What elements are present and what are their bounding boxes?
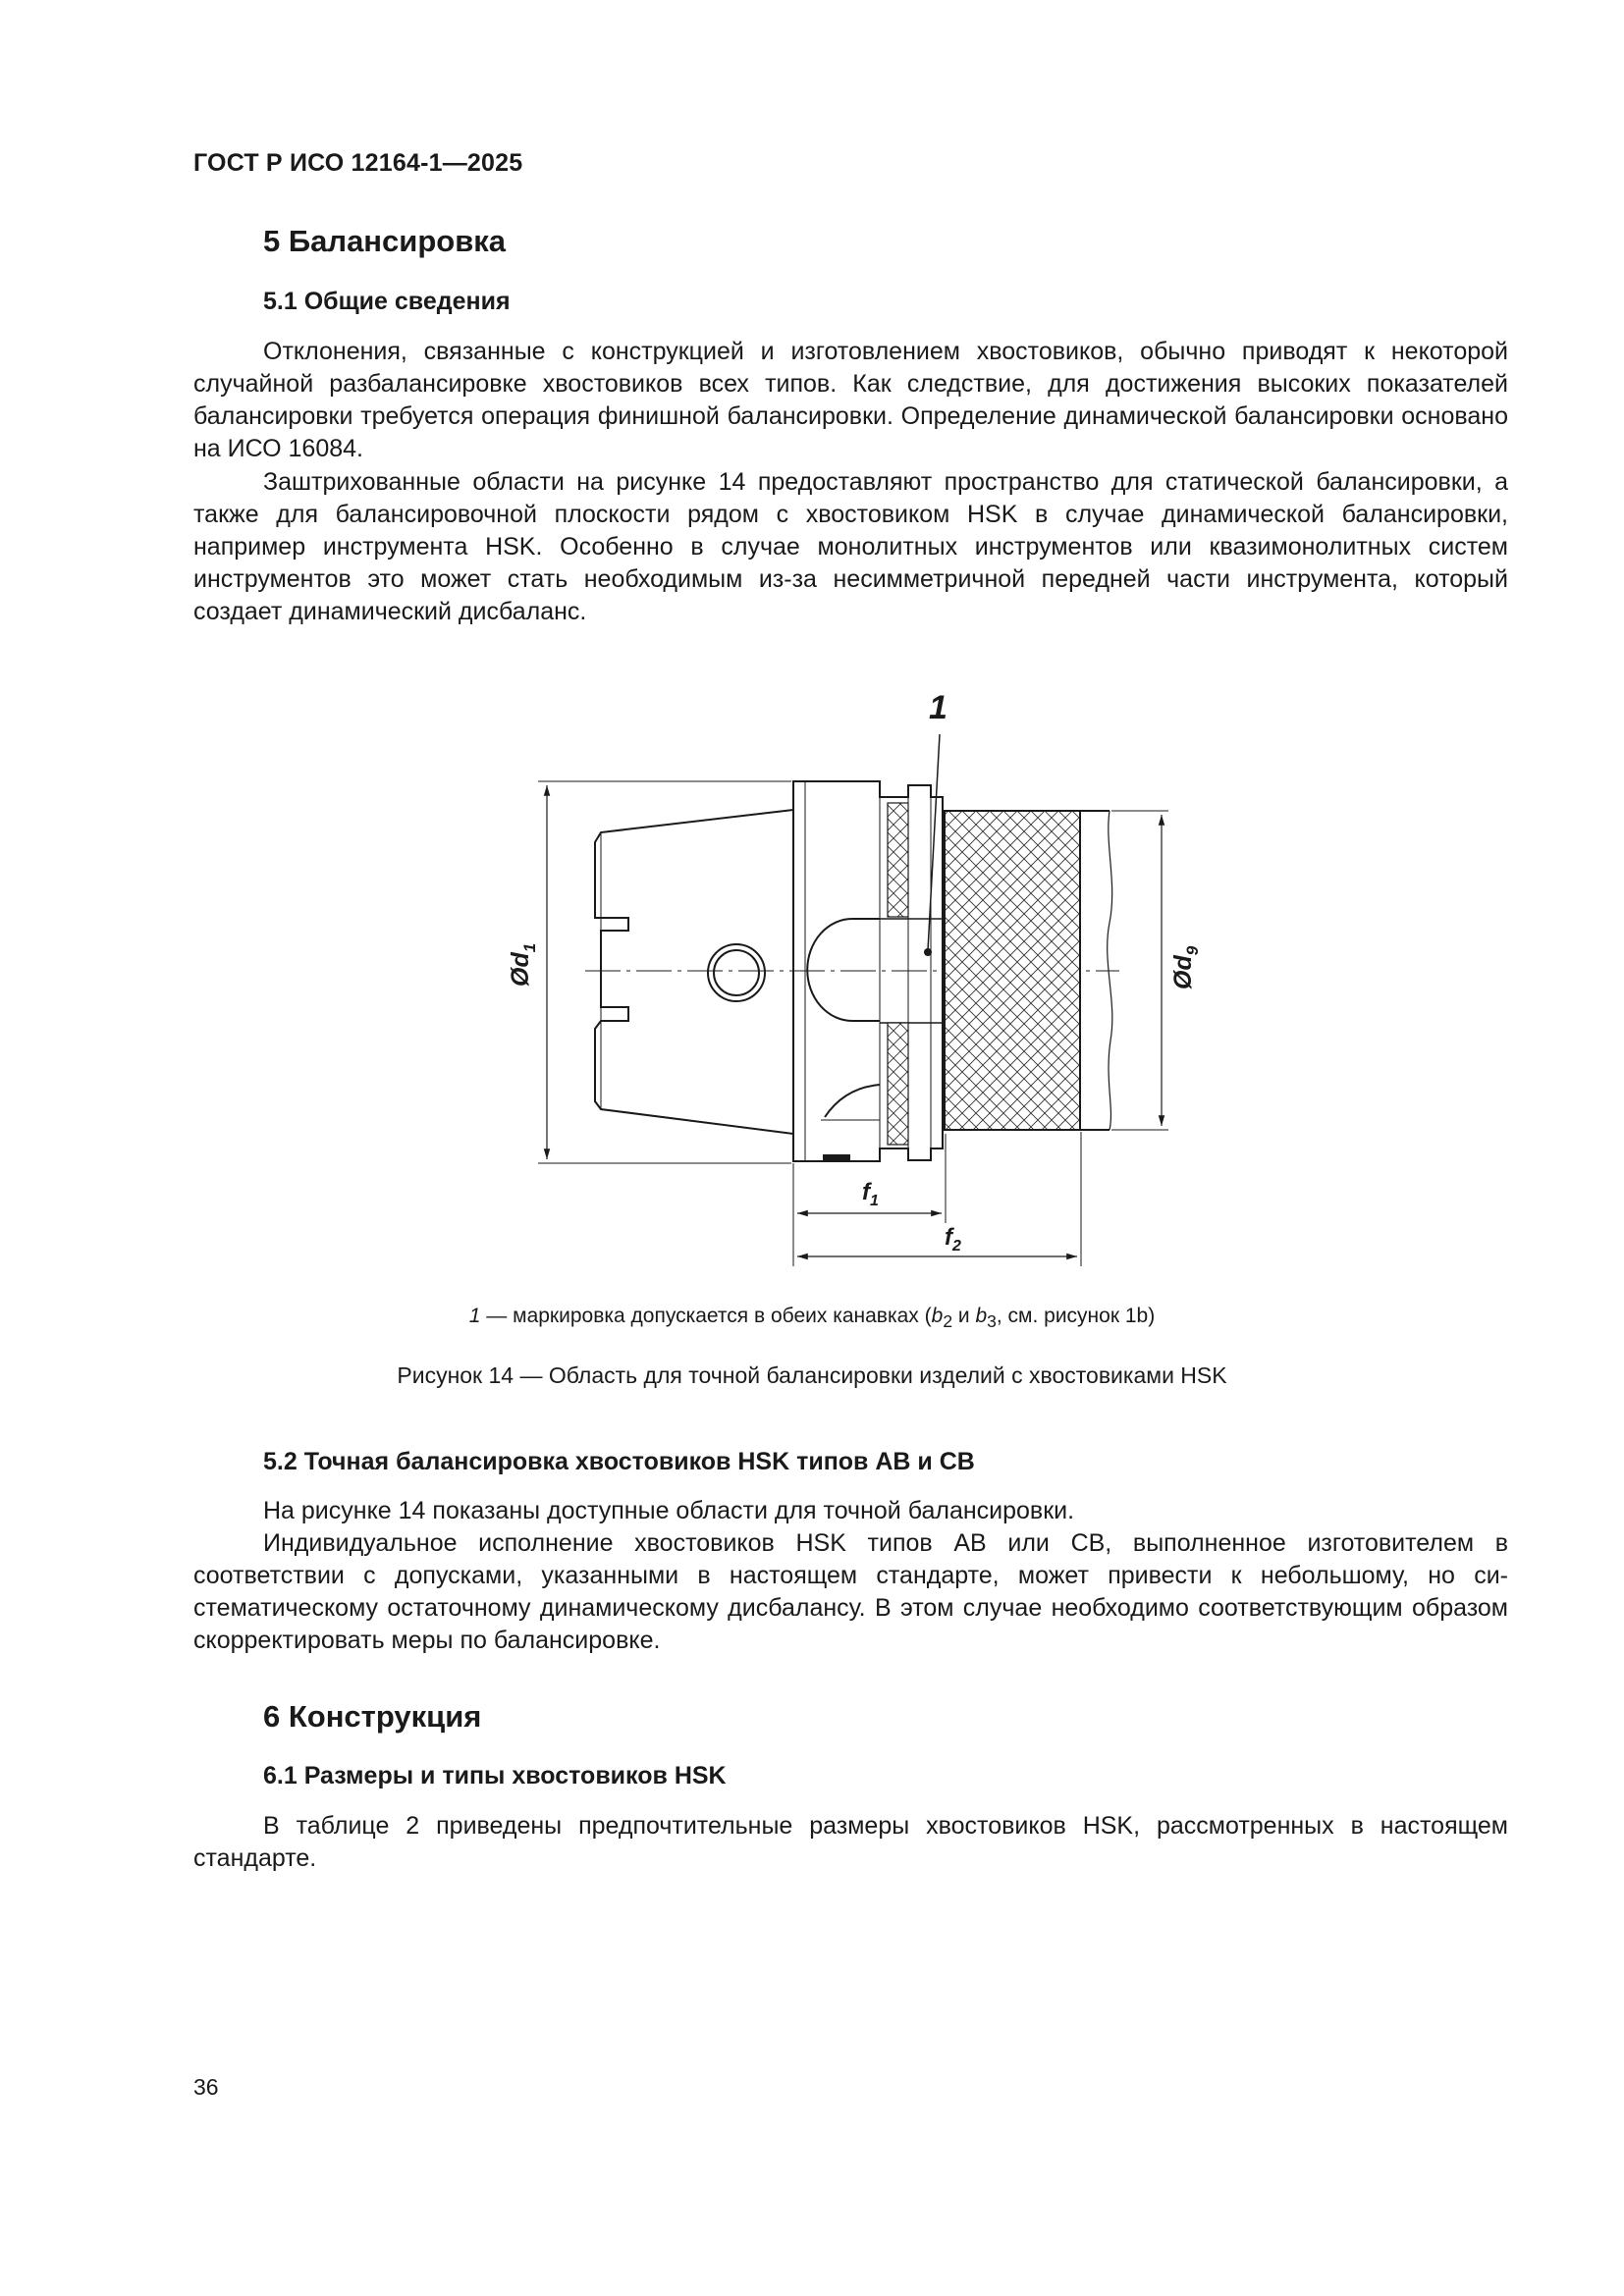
page-number: 36 (193, 2074, 219, 2100)
dim-f2-subscript: 2 (952, 1238, 961, 1255)
key-b2: b (931, 1305, 944, 1327)
key-and: и (952, 1305, 976, 1327)
balancing-area-body (945, 811, 1080, 1130)
dim-f2-label: f (945, 1224, 952, 1251)
dim-d9-label: Ød (1169, 955, 1197, 989)
key-text-a: — маркировка допускается в обеих канавках ( (480, 1305, 932, 1327)
dim-d1-label: Ød (507, 952, 534, 987)
balancing-groove-lower (888, 1023, 908, 1145)
figure-14-title: Рисунок 14 — Область для точной балансировки изделий с хвостовиками HSK (397, 1362, 1227, 1388)
figure-14-drawing (471, 677, 1257, 1296)
key-text-b: , см. рисунок 1b) (996, 1305, 1156, 1327)
svg-text:Ød1 (507, 943, 539, 987)
cross-hole (708, 944, 765, 1001)
dim-d9-subscript: 9 (1183, 945, 1202, 956)
svg-text:f1 (862, 1179, 879, 1209)
key-number: 1 (468, 1305, 481, 1327)
dim-d1-subscript: 1 (520, 942, 539, 953)
standard-code: ГОСТ Р ИСО 12164-1—2025 (193, 149, 523, 177)
svg-text:Ød9 (1169, 945, 1202, 989)
keyway (807, 919, 880, 1021)
callout-leader (928, 734, 940, 950)
dim-f1-subscript: 1 (870, 1193, 879, 1209)
paragraph-5-2-b: Индивидуальное исполнение хвостовиков HSK типов AB или CB, выполненное изготовителем в соответствии с допусками, указанными в настоящем стандарте, может привести к небольшому, но систематическому остаточному динамическому дисбалансу. В этом случае необходимо соответствующим образом скорректировать меры по балансировке. (193, 1529, 1508, 1654)
taper-shank (595, 810, 793, 1134)
svg-text:f2 (945, 1224, 961, 1255)
hsk-shank-drawing (471, 677, 1257, 1296)
figure-14-key (0, 1305, 1624, 1332)
section-6-title: 6 Конструкция (263, 1699, 482, 1734)
subsection-5-2-title: 5.2 Точная балансировка хвостовиков HSK типов AB и CB (263, 1448, 975, 1475)
key-b3: b (975, 1305, 988, 1327)
paragraph-5-2-a: На рисунке 14 показаны доступные области для точной балансировки. (263, 1497, 1075, 1524)
paragraph-6-1-a: В таблице 2 приведены предпочтительные размеры хвостовиков HSK, рассмотренных в настоящем стандарте. (193, 1812, 1508, 1872)
paragraph-5-1-a: Отклонения, связанные с конструкцией и изготовлением хвостовиков, обычно приводят к некоторой случайной разбалансировке хвостовиков всех типов. Как следствие, для достижения высоких показателей балансировки требуется операция финишной балансировки. Определение динамической балансировки основано на ИСО 16084. (193, 338, 1508, 462)
key-b3-subscript: 3 (987, 1311, 997, 1332)
balancing-groove-upper (888, 803, 908, 917)
key-b2-subscript: 2 (943, 1311, 953, 1332)
paragraph-5-1-b: Заштрихованные области на рисунке 14 предоставляют пространство для статической балансировки, а также для балансировочной плоскости рядом с хвостовиком HSK в случае динамической балансировки, например инструмента HSK. Особенно в случае монолитных инструментов или квазимонолитных систем инструментов это может стать необходимым из-за несимметричной передней части инструмента, который создает динамический дисбаланс. (193, 468, 1508, 625)
dim-f1-label: f (862, 1179, 870, 1205)
section-5-title: 5 Балансировка (263, 224, 507, 258)
subsection-5-1-title: 5.1 Общие сведения (263, 288, 511, 315)
callout-number: 1 (929, 689, 947, 726)
subsection-6-1-title: 6.1 Размеры и типы хвостовиков HSK (263, 1762, 727, 1789)
